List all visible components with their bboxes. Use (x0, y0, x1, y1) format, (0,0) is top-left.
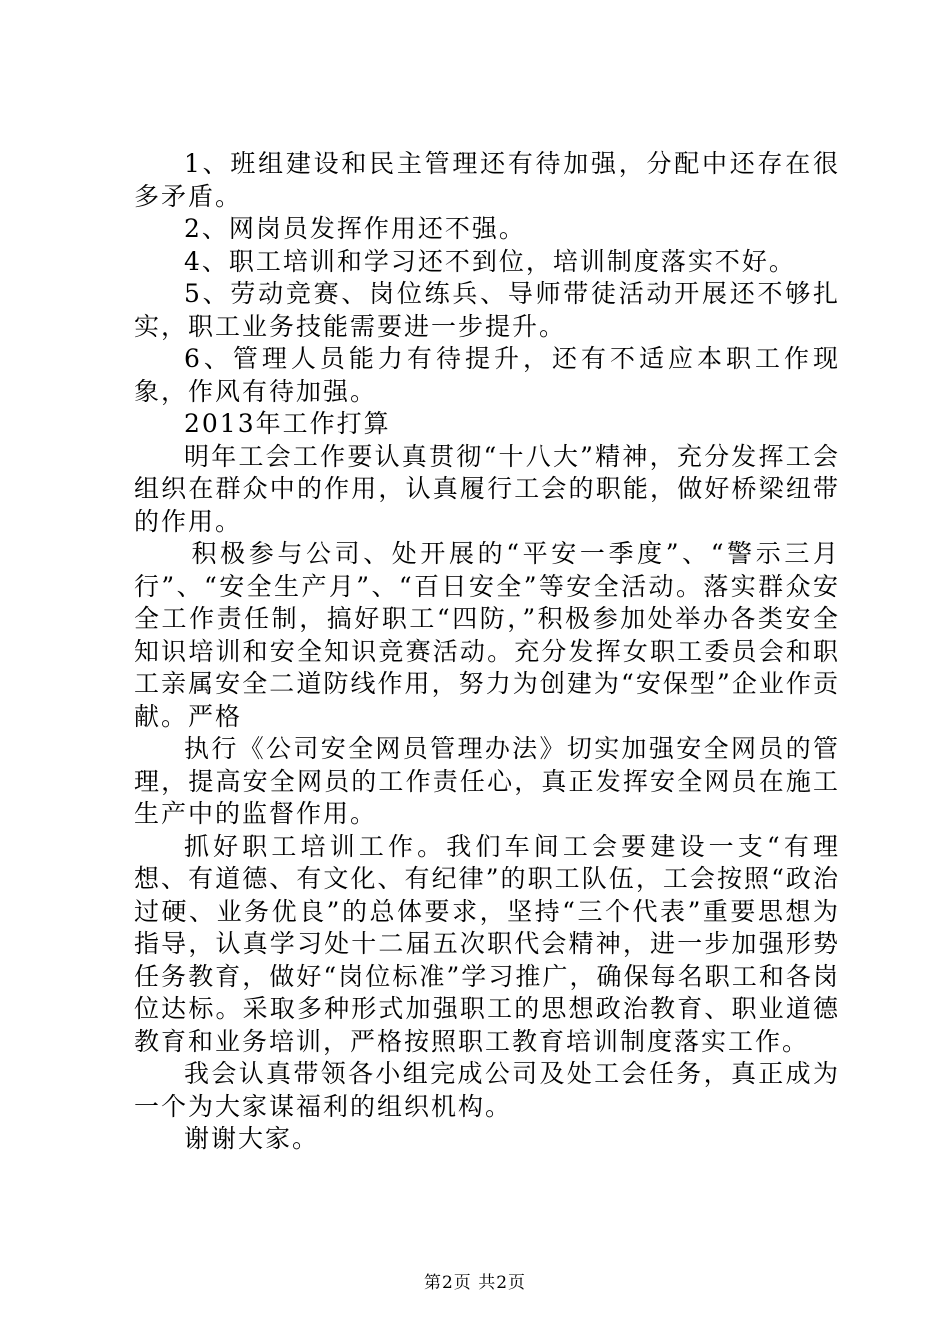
paragraph-safety-network: 执行《公司安全网员管理办法》切实加强安全网员的管理，提高安全网员的工作责任心，真正发挥安全网员在施工生产中的监督作用。 (134, 734, 840, 828)
paragraph-commitment: 我会认真带领各小组完成公司及处工会任务，真正成为一个为大家谋福利的组织机构。 (134, 1059, 840, 1121)
document-body (134, 148, 840, 1156)
page-footer (0, 1268, 950, 1293)
paragraph-staff-training: 抓好职工培训工作。我们车间工会要建设一支“有理想、有道德、有文化、有纪律”的职工队伍，工会按照“政治过硬、业务优良”的总体要求，坚持“三个代表”重要思想为指导，认真学习处十二届五次职代会精神，进一步加强形势任务教育，做好“岗位标准”学习推广，确保每名职工和各岗位达标。采取多种形式加强职工的思想政治教育、职业道德教育和业务培训，严格按照职工教育培训制度落实工作。 (134, 831, 840, 1056)
paragraph-issue-1: 1、班组建设和民主管理还有待加强，分配中还存在很多矛盾。 (134, 149, 840, 211)
paragraph-issue-4: 4、职工培训和学习还不到位，培训制度落实不好。 (184, 246, 796, 276)
paragraph-safety-activities: 积极参与公司、处开展的“平安一季度”、“警示三月行”、“安全生产月”、“百日安全”等安全活动。落实群众安全工作责任制，搞好职工“四防，”积极参加处举办各类安全知识培训和安全知识竞赛活动。充分发挥女职工委员会和职工亲属安全二道防线作用，努力为创建为“安保型”企业作贡献。严格 (134, 539, 840, 731)
page-number-label: 第2页 共2页 (423, 1273, 527, 1293)
paragraph-thanks: 谢谢大家。 (184, 1124, 320, 1153)
paragraph-union-work: 明年工会工作要认真贯彻“十八大”精神，充分发挥工会组织在群众中的作用，认真履行工会的职能，做好桥梁纽带的作用。 (134, 441, 840, 536)
paragraph-issue-5: 5、劳动竞赛、岗位练兵、导师带徒活动开展还不够扎实，职工业务技能需要进一步提升。 (134, 279, 840, 341)
paragraph-issue-6: 6、管理人员能力有待提升，还有不适应本职工作现象，作风有待加强。 (134, 344, 840, 406)
paragraph-issue-2: 2、网岗员发挥作用还不强。 (184, 214, 526, 243)
section-heading-2013-plan: 2013年工作打算 (184, 409, 391, 438)
